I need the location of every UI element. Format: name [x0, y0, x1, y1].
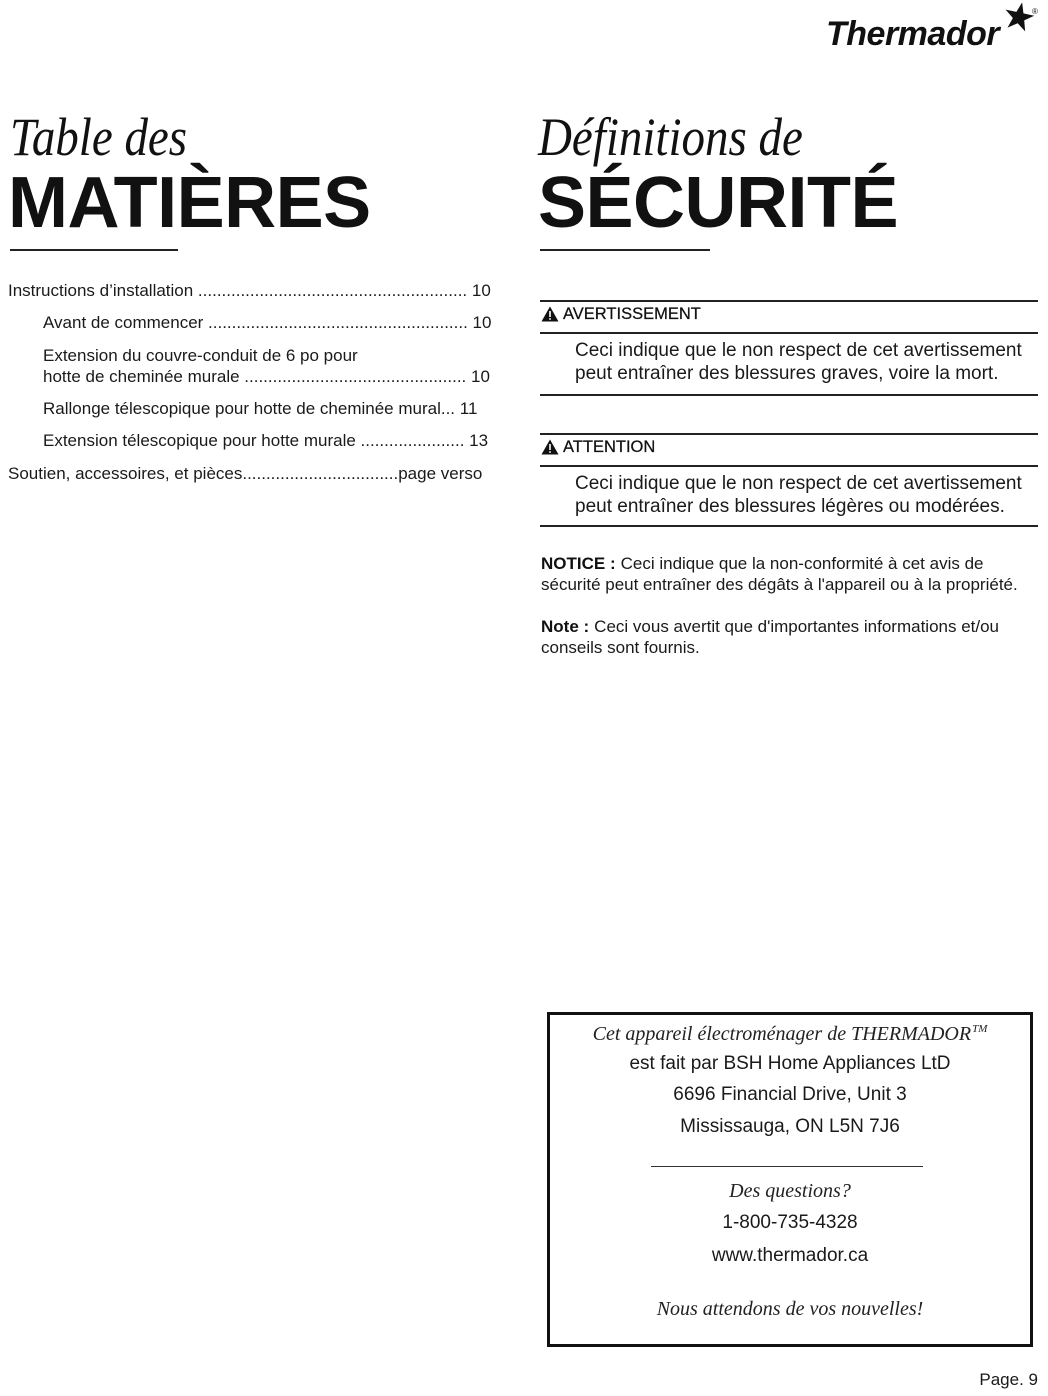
caution-text-line: peut entraîner des blessures légères ou modérées. [575, 496, 1005, 517]
warning-bottom-rule [540, 394, 1038, 396]
contact-intro-text: Cet appareil électroménager de THERMADOR [592, 1023, 972, 1045]
contact-intro [547, 1022, 1033, 1046]
contact-website: www.thermador.ca [711, 1245, 869, 1266]
note-text-line: conseils sont fournis. [541, 638, 700, 657]
warning-label: AVERTISSEMENT [563, 305, 701, 323]
caution-bottom-rule [540, 525, 1038, 527]
notice-text-line: sécurité peut entraîner des dégâts à l'appareil ou à la propriété. [541, 575, 1018, 594]
trademark-mark: TM [972, 1023, 988, 1035]
star-icon [1003, 1, 1035, 33]
contact-phone: 1-800-735-4328 [722, 1212, 858, 1233]
notice-label: NOTICE : [541, 554, 616, 573]
toc-entry-duct-extension: Extension du couvre-conduit de 6 po pour [43, 346, 358, 365]
note-text: Ceci vous avertit que d'importantes informations et/ou [594, 617, 1000, 636]
caution-text-line: Ceci indique que le non respect de cet avertissement [575, 473, 1022, 494]
safety-title: SÉCURITÉ [538, 163, 899, 243]
toc-entry-installation: Instructions d’installation ......................................................... 10 [8, 281, 491, 300]
toc-title-script: Table des [10, 107, 188, 167]
toc-entry-duct-extension-cont: hotte de cheminée murale ............................................... 10 [43, 367, 490, 386]
contact-address-line2: Mississauga, ON L5N 7J6 [680, 1116, 900, 1137]
toc-entry-telescopic-chimney: Rallonge télescopique pour hotte de cheminée mural... 11 [43, 399, 478, 418]
warning-text-line: Ceci indique que le non respect de cet avertissement [575, 340, 1022, 361]
safety-title-rule [540, 249, 710, 251]
toc-entry-before-start: Avant de commencer ....................................................... 10 [43, 313, 492, 332]
caution-top-rule [540, 433, 1038, 435]
contact-address-line1: 6696 Financial Drive, Unit 3 [673, 1084, 907, 1105]
warning-text-line: peut entraîner des blessures graves, voire la mort. [575, 363, 999, 384]
note-line [541, 617, 999, 637]
contact-closing: Nous attendons de vos nouvelles! [656, 1298, 924, 1320]
toc-entry-support: Soutien, accessoires, et pièces.................................page verso [8, 464, 483, 483]
toc-title: MATIÈRES [8, 163, 371, 243]
warning-top-rule [540, 300, 1038, 302]
page-number: Page. 9 [979, 1370, 1038, 1389]
notice-line [541, 554, 984, 574]
registered-mark: ® [1032, 7, 1038, 16]
safety-title-script: Définitions de [538, 107, 803, 167]
contact-maker: est fait par BSH Home Appliances LtD [629, 1053, 951, 1074]
contact-questions: Des questions? [729, 1180, 851, 1202]
contact-divider [651, 1166, 923, 1167]
brand-logo: Thermador [826, 15, 1000, 53]
notice-text: Ceci indique que la non-conformité à cet avis de [620, 554, 984, 573]
warning-triangle-icon [541, 306, 559, 322]
caution-label-rule [540, 465, 1038, 467]
caution-label: ATTENTION [563, 438, 656, 456]
toc-entry-telescopic-wall: Extension télescopique pour hotte murale ...................... 13 [43, 431, 489, 450]
note-label: Note : [541, 617, 590, 636]
warning-triangle-icon [541, 439, 559, 455]
warning-label-rule [540, 332, 1038, 334]
toc-title-rule [10, 249, 178, 251]
